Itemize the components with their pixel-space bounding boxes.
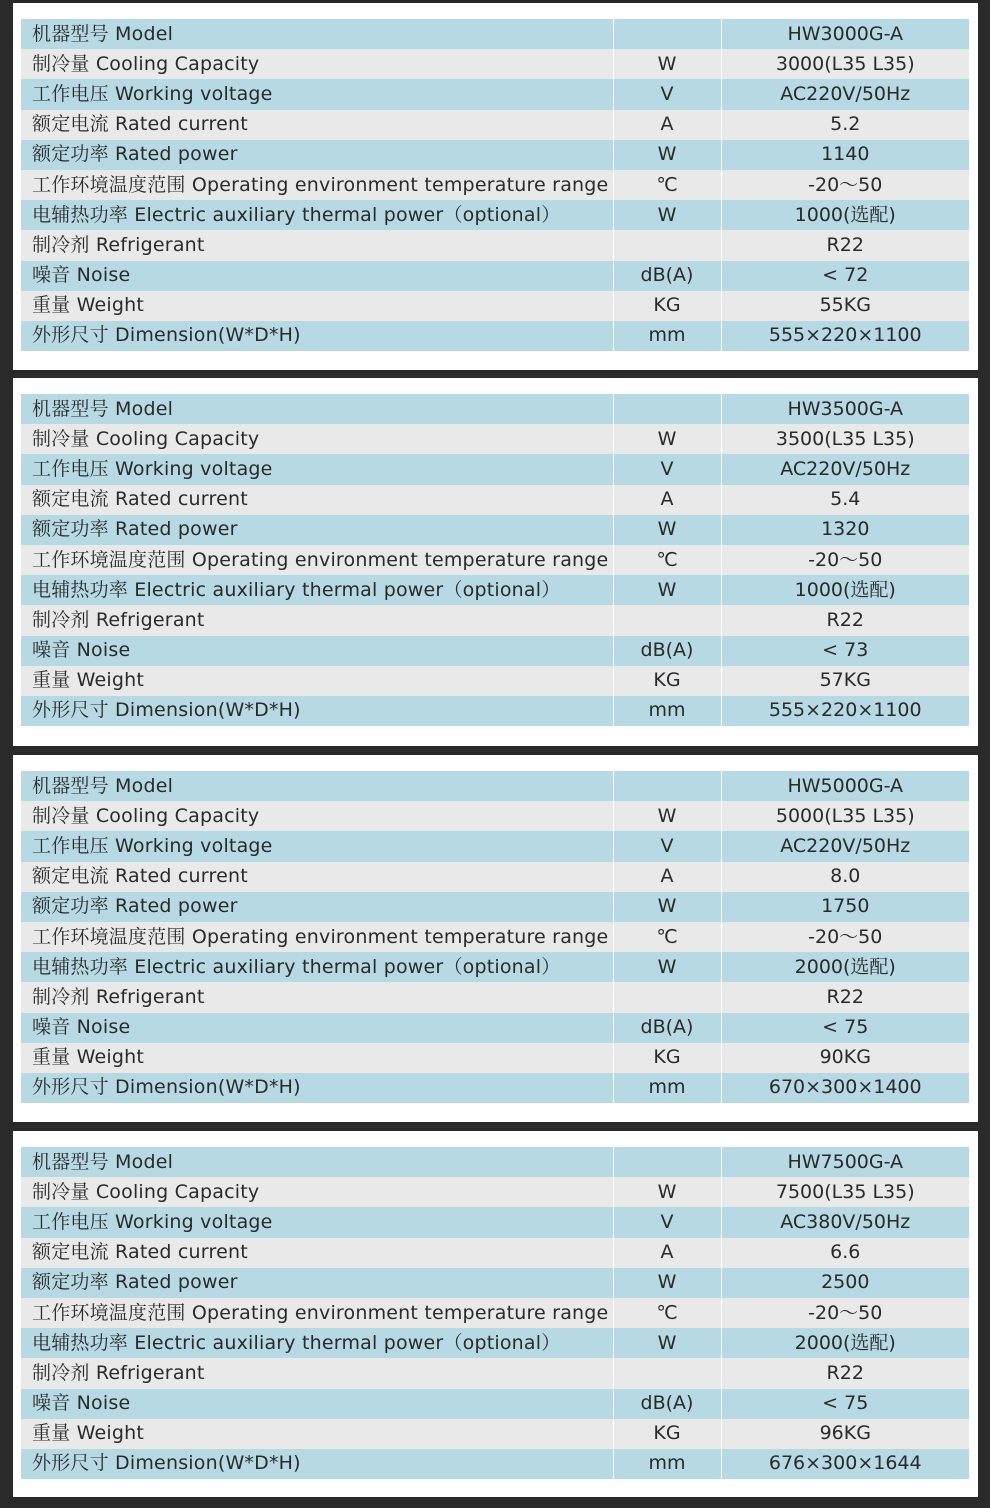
spec-value: 7500(L35 L35) bbox=[721, 1177, 969, 1207]
spec-row bbox=[21, 1043, 969, 1073]
spec-value: 5.4 bbox=[721, 485, 969, 515]
spec-value: 96KG bbox=[721, 1419, 969, 1449]
spec-value: 1000(选配) bbox=[721, 200, 969, 230]
spec-unit bbox=[613, 605, 721, 635]
spec-panel-3 bbox=[13, 755, 978, 1122]
spec-row bbox=[21, 636, 969, 666]
spec-label: 机器型号 Model bbox=[21, 1147, 613, 1177]
spec-row bbox=[21, 952, 969, 982]
spec-label: 重量 Weight bbox=[21, 1419, 613, 1449]
spec-unit: dB(A) bbox=[613, 261, 721, 291]
spec-row bbox=[21, 545, 969, 575]
spec-value: 670×300×1400 bbox=[721, 1073, 969, 1103]
spec-unit: ℃ bbox=[613, 170, 721, 200]
spec-label: 制冷量 Cooling Capacity bbox=[21, 424, 613, 454]
spec-value: 2000(选配) bbox=[721, 1328, 969, 1358]
spec-unit: W bbox=[613, 49, 721, 79]
spec-value: -20～50 bbox=[721, 545, 969, 575]
spec-row bbox=[21, 892, 969, 922]
spec-unit: KG bbox=[613, 1419, 721, 1449]
spec-label: 制冷量 Cooling Capacity bbox=[21, 49, 613, 79]
spec-unit: V bbox=[613, 831, 721, 861]
spec-value: HW5000G-A bbox=[721, 771, 969, 801]
spec-row bbox=[21, 49, 969, 79]
spec-row bbox=[21, 1449, 969, 1479]
spec-label: 额定电流 Rated current bbox=[21, 110, 613, 140]
spec-unit: mm bbox=[613, 321, 721, 351]
spec-row bbox=[21, 485, 969, 515]
spec-row bbox=[21, 230, 969, 260]
spec-unit: mm bbox=[613, 1449, 721, 1479]
spec-value: HW7500G-A bbox=[721, 1147, 969, 1177]
spec-value: HW3000G-A bbox=[721, 19, 969, 49]
spec-unit: W bbox=[613, 200, 721, 230]
spec-unit: W bbox=[613, 140, 721, 170]
spec-panel-2 bbox=[13, 378, 978, 746]
spec-row bbox=[21, 1419, 969, 1449]
spec-label: 额定功率 Rated power bbox=[21, 140, 613, 170]
spec-unit: W bbox=[613, 1268, 721, 1298]
spec-value: 3500(L35 L35) bbox=[721, 424, 969, 454]
spec-label: 电辅热功率 Electric auxiliary thermal power（optional） bbox=[21, 200, 613, 230]
spec-label: 机器型号 Model bbox=[21, 19, 613, 49]
spec-row bbox=[21, 321, 969, 351]
spec-unit: dB(A) bbox=[613, 1013, 721, 1043]
spec-row bbox=[21, 1328, 969, 1358]
spec-row bbox=[21, 1013, 969, 1043]
spec-unit: A bbox=[613, 485, 721, 515]
spec-value: -20～50 bbox=[721, 922, 969, 952]
spec-row bbox=[21, 1177, 969, 1207]
spec-row bbox=[21, 170, 969, 200]
spec-row bbox=[21, 19, 969, 49]
spec-unit bbox=[613, 19, 721, 49]
spec-unit: W bbox=[613, 1177, 721, 1207]
spec-table bbox=[21, 19, 969, 351]
spec-label: 额定功率 Rated power bbox=[21, 892, 613, 922]
spec-label: 电辅热功率 Electric auxiliary thermal power（optional） bbox=[21, 575, 613, 605]
spec-value: 676×300×1644 bbox=[721, 1449, 969, 1479]
spec-label: 额定功率 Rated power bbox=[21, 1268, 613, 1298]
spec-label: 外形尺寸 Dimension(W*D*H) bbox=[21, 1073, 613, 1103]
spec-unit: KG bbox=[613, 666, 721, 696]
spec-table bbox=[21, 771, 969, 1103]
spec-value: R22 bbox=[721, 605, 969, 635]
spec-unit: ℃ bbox=[613, 1298, 721, 1328]
spec-unit: mm bbox=[613, 1073, 721, 1103]
spec-value: R22 bbox=[721, 982, 969, 1012]
spec-row bbox=[21, 771, 969, 801]
spec-label: 重量 Weight bbox=[21, 291, 613, 321]
spec-value: 1140 bbox=[721, 140, 969, 170]
spec-value: AC220V/50Hz bbox=[721, 831, 969, 861]
spec-label: 工作环境温度范围 Operating environment temperature range bbox=[21, 1298, 613, 1328]
spec-row bbox=[21, 1207, 969, 1237]
spec-value: 55KG bbox=[721, 291, 969, 321]
spec-value: 8.0 bbox=[721, 862, 969, 892]
spec-value: 5.2 bbox=[721, 110, 969, 140]
spec-value: 2500 bbox=[721, 1268, 969, 1298]
spec-table bbox=[21, 1147, 969, 1479]
spec-unit: KG bbox=[613, 291, 721, 321]
spec-label: 外形尺寸 Dimension(W*D*H) bbox=[21, 321, 613, 351]
spec-unit: W bbox=[613, 424, 721, 454]
spec-unit: dB(A) bbox=[613, 1389, 721, 1419]
spec-value: 90KG bbox=[721, 1043, 969, 1073]
spec-row bbox=[21, 261, 969, 291]
spec-unit: mm bbox=[613, 696, 721, 726]
spec-unit: A bbox=[613, 1238, 721, 1268]
spec-row bbox=[21, 605, 969, 635]
spec-value: HW3500G-A bbox=[721, 394, 969, 424]
spec-row bbox=[21, 1268, 969, 1298]
spec-label: 制冷量 Cooling Capacity bbox=[21, 801, 613, 831]
spec-label: 额定电流 Rated current bbox=[21, 485, 613, 515]
spec-unit: W bbox=[613, 892, 721, 922]
spec-label: 额定电流 Rated current bbox=[21, 862, 613, 892]
spec-label: 制冷量 Cooling Capacity bbox=[21, 1177, 613, 1207]
spec-row bbox=[21, 1298, 969, 1328]
spec-row bbox=[21, 696, 969, 726]
spec-row bbox=[21, 454, 969, 484]
spec-label: 重量 Weight bbox=[21, 666, 613, 696]
spec-value: < 72 bbox=[721, 261, 969, 291]
spec-label: 制冷剂 Refrigerant bbox=[21, 1358, 613, 1388]
spec-label: 制冷剂 Refrigerant bbox=[21, 605, 613, 635]
spec-label: 噪音 Noise bbox=[21, 261, 613, 291]
spec-value: R22 bbox=[721, 1358, 969, 1388]
spec-unit: W bbox=[613, 575, 721, 605]
spec-label: 噪音 Noise bbox=[21, 1013, 613, 1043]
spec-unit: dB(A) bbox=[613, 636, 721, 666]
spec-unit: A bbox=[613, 862, 721, 892]
spec-row bbox=[21, 982, 969, 1012]
spec-row bbox=[21, 1389, 969, 1419]
spec-label: 工作环境温度范围 Operating environment temperature range bbox=[21, 545, 613, 575]
spec-value: 57KG bbox=[721, 666, 969, 696]
spec-unit bbox=[613, 1358, 721, 1388]
spec-row bbox=[21, 291, 969, 321]
spec-label: 额定功率 Rated power bbox=[21, 515, 613, 545]
spec-label: 工作电压 Working voltage bbox=[21, 831, 613, 861]
spec-unit: V bbox=[613, 454, 721, 484]
spec-row bbox=[21, 575, 969, 605]
spec-unit: KG bbox=[613, 1043, 721, 1073]
spec-value: < 75 bbox=[721, 1013, 969, 1043]
spec-label: 制冷剂 Refrigerant bbox=[21, 230, 613, 260]
spec-value: -20～50 bbox=[721, 1298, 969, 1328]
spec-row bbox=[21, 1238, 969, 1268]
spec-unit bbox=[613, 771, 721, 801]
spec-unit: V bbox=[613, 1207, 721, 1237]
spec-label: 外形尺寸 Dimension(W*D*H) bbox=[21, 696, 613, 726]
spec-label: 重量 Weight bbox=[21, 1043, 613, 1073]
spec-row bbox=[21, 140, 969, 170]
spec-unit: W bbox=[613, 1328, 721, 1358]
spec-row bbox=[21, 1147, 969, 1177]
spec-value: -20～50 bbox=[721, 170, 969, 200]
spec-table bbox=[21, 394, 969, 726]
spec-unit bbox=[613, 1147, 721, 1177]
spec-unit: ℃ bbox=[613, 545, 721, 575]
spec-row bbox=[21, 110, 969, 140]
spec-value: R22 bbox=[721, 230, 969, 260]
spec-row bbox=[21, 922, 969, 952]
spec-row bbox=[21, 801, 969, 831]
spec-unit: ℃ bbox=[613, 922, 721, 952]
spec-label: 工作环境温度范围 Operating environment temperature range bbox=[21, 922, 613, 952]
spec-label: 电辅热功率 Electric auxiliary thermal power（optional） bbox=[21, 952, 613, 982]
spec-value: 1320 bbox=[721, 515, 969, 545]
spec-panel-1 bbox=[13, 3, 978, 370]
spec-row bbox=[21, 200, 969, 230]
spec-unit bbox=[613, 230, 721, 260]
spec-label: 外形尺寸 Dimension(W*D*H) bbox=[21, 1449, 613, 1479]
spec-row bbox=[21, 394, 969, 424]
spec-label: 工作电压 Working voltage bbox=[21, 454, 613, 484]
spec-unit: V bbox=[613, 79, 721, 109]
spec-row bbox=[21, 1073, 969, 1103]
spec-row bbox=[21, 515, 969, 545]
spec-row bbox=[21, 862, 969, 892]
spec-label: 噪音 Noise bbox=[21, 636, 613, 666]
spec-value: 555×220×1100 bbox=[721, 696, 969, 726]
spec-row bbox=[21, 666, 969, 696]
spec-label: 制冷剂 Refrigerant bbox=[21, 982, 613, 1012]
spec-value: 2000(选配) bbox=[721, 952, 969, 982]
spec-value: < 75 bbox=[721, 1389, 969, 1419]
spec-unit: W bbox=[613, 515, 721, 545]
spec-label: 工作环境温度范围 Operating environment temperature range bbox=[21, 170, 613, 200]
spec-value: 6.6 bbox=[721, 1238, 969, 1268]
spec-label: 额定电流 Rated current bbox=[21, 1238, 613, 1268]
spec-unit: A bbox=[613, 110, 721, 140]
spec-value: AC220V/50Hz bbox=[721, 79, 969, 109]
spec-value: 1000(选配) bbox=[721, 575, 969, 605]
spec-value: 1750 bbox=[721, 892, 969, 922]
spec-row bbox=[21, 831, 969, 861]
spec-label: 电辅热功率 Electric auxiliary thermal power（optional） bbox=[21, 1328, 613, 1358]
spec-label: 机器型号 Model bbox=[21, 394, 613, 424]
spec-row bbox=[21, 79, 969, 109]
spec-label: 工作电压 Working voltage bbox=[21, 1207, 613, 1237]
spec-value: 3000(L35 L35) bbox=[721, 49, 969, 79]
spec-value: AC380V/50Hz bbox=[721, 1207, 969, 1237]
spec-panel-4 bbox=[13, 1131, 978, 1497]
spec-label: 噪音 Noise bbox=[21, 1389, 613, 1419]
spec-value: < 73 bbox=[721, 636, 969, 666]
spec-unit bbox=[613, 394, 721, 424]
spec-label: 工作电压 Working voltage bbox=[21, 79, 613, 109]
spec-unit: W bbox=[613, 801, 721, 831]
spec-value: 555×220×1100 bbox=[721, 321, 969, 351]
spec-label: 机器型号 Model bbox=[21, 771, 613, 801]
spec-value: 5000(L35 L35) bbox=[721, 801, 969, 831]
spec-row bbox=[21, 424, 969, 454]
spec-unit: W bbox=[613, 952, 721, 982]
spec-unit bbox=[613, 982, 721, 1012]
spec-row bbox=[21, 1358, 969, 1388]
spec-value: AC220V/50Hz bbox=[721, 454, 969, 484]
